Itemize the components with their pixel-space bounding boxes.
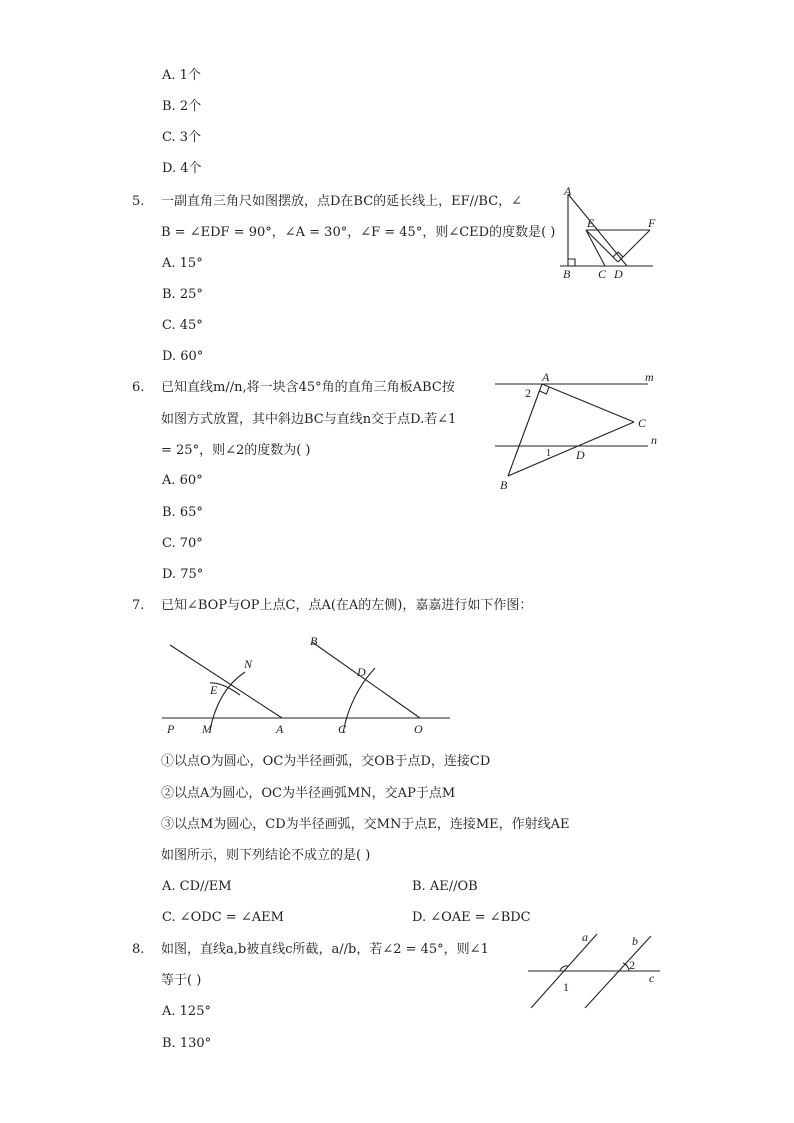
- q8-label-c: c: [649, 971, 655, 985]
- q7-label-c: C: [338, 722, 347, 736]
- q5-option-c: C. 45°: [162, 318, 203, 333]
- q4-option-b: B. 2个: [162, 99, 202, 114]
- q8-figure: [525, 928, 665, 1013]
- q7-label-m: M: [202, 722, 212, 736]
- q4-option-a: A. 1个: [162, 68, 201, 83]
- q7-label-e: E: [210, 683, 218, 697]
- q5-label-d: D: [614, 267, 623, 281]
- q7-label-a: A: [276, 722, 284, 736]
- q4-option-c: C. 3个: [162, 130, 202, 145]
- q6-label-m: m: [645, 370, 654, 384]
- q8-stem-line2: 等于( ): [161, 973, 202, 988]
- q7-label-d: D: [357, 665, 366, 679]
- q6-option-d: D. 75°: [162, 567, 204, 582]
- q7-figure: [160, 630, 460, 740]
- q5-label-e: E: [587, 216, 595, 230]
- q5-option-b: B. 25°: [162, 287, 203, 302]
- q7-step3: ③以点M为圆心，CD为半径画弧，交MN于点E，连接ME，作射线AE: [161, 817, 570, 832]
- q6-option-c: C. 70°: [162, 536, 203, 551]
- q7-number: 7.: [132, 598, 145, 613]
- q6-label-2: 2: [525, 386, 531, 400]
- q6-label-c: C: [638, 416, 647, 430]
- q6-number: 6.: [132, 380, 145, 395]
- q8-label-a: a: [582, 930, 588, 944]
- q8-number: 8.: [132, 942, 145, 957]
- q6-stem-line2: 如图方式放置，其中斜边BC与直线n交于点D.若∠1: [161, 412, 457, 427]
- q7-option-b: B. AE//OB: [412, 879, 478, 894]
- q7-label-p: P: [167, 722, 175, 736]
- q5-label-b: B: [563, 267, 571, 281]
- q8-label-2: 2: [629, 958, 635, 972]
- q5-stem-line1: 一副直角三角尺如图摆放，点D在BC的延长线上，EF//BC，∠: [161, 194, 523, 209]
- q5-label-c: C: [598, 267, 607, 281]
- q8-label-1: 1: [563, 980, 569, 994]
- q5-label-a: A: [564, 184, 572, 198]
- q7-label-o: O: [414, 722, 423, 736]
- q8-option-a: A. 125°: [162, 1004, 211, 1019]
- q7-label-b: B: [310, 634, 318, 648]
- q7-question: 如图所示，则下列结论不成立的是( ): [161, 848, 371, 863]
- q7-option-a: A. CD//EM: [162, 879, 232, 894]
- q8-label-b: b: [632, 934, 638, 948]
- q4-option-d: D. 4个: [162, 161, 202, 176]
- q6-stem-line3: = 25°，则∠2的度数为( ): [161, 443, 311, 458]
- q6-label-a: A: [542, 370, 550, 384]
- q7-option-c: C. ∠ODC = ∠AEM: [162, 910, 284, 925]
- q5-option-a: A. 15°: [162, 256, 203, 271]
- q6-figure: [490, 370, 665, 495]
- q6-label-n: n: [651, 433, 657, 447]
- q8-stem-line1: 如图，直线a,b被直线c所截，a//b，若∠2 = 45°，则∠1: [161, 942, 489, 957]
- q7-label-n: N: [244, 657, 253, 671]
- q6-label-1: 1: [546, 448, 551, 459]
- q5-stem-line2: B = ∠EDF = 90°，∠A = 30°，∠F = 45°，则∠CED的度数是( ): [161, 225, 556, 240]
- q7-step2: ②以点A为圆心，OC为半径画弧MN，交AP于点M: [161, 786, 456, 801]
- q5-number: 5.: [132, 194, 145, 209]
- q6-option-b: B. 65°: [162, 505, 203, 520]
- q5-option-d: D. 60°: [162, 349, 204, 364]
- q5-label-f: F: [648, 216, 656, 230]
- q5-figure: [555, 180, 665, 285]
- q7-step1: ①以点O为圆心，OC为半径画弧，交OB于点D，连接CD: [161, 754, 491, 769]
- q8-option-b: B. 130°: [162, 1036, 212, 1051]
- q6-label-b: B: [500, 478, 508, 492]
- q6-label-d: D: [576, 448, 585, 462]
- q6-stem-line1: 已知直线m//n,将一块含45°角的直角三角板ABC按: [161, 380, 455, 395]
- q7-stem: 已知∠BOP与OP上点C，点A(在A的左侧)，嘉嘉进行如下作图：: [161, 598, 533, 613]
- q6-option-a: A. 60°: [162, 473, 203, 488]
- q7-option-d: D. ∠OAE = ∠BDC: [412, 910, 531, 925]
